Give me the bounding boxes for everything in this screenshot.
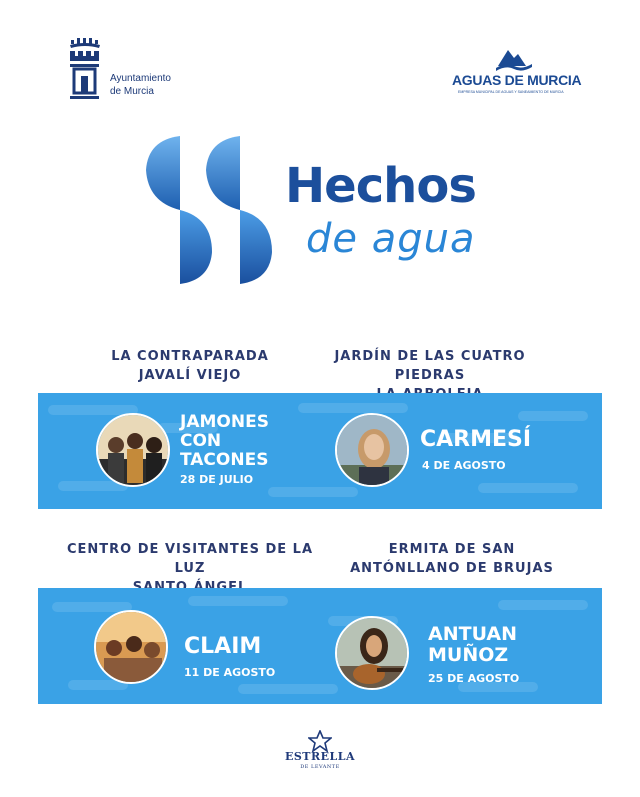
- act-name-line2: CON: [180, 431, 222, 451]
- star-icon: [308, 730, 332, 752]
- act-name-carmesi: CARMESÍ: [420, 427, 532, 452]
- act-date: 28 DE JULIO: [180, 473, 254, 486]
- act-name-line2: MUÑOZ: [428, 644, 509, 666]
- campaign-subtitle: de agua: [306, 216, 476, 262]
- venue-contraparada: [90, 347, 290, 385]
- venue-line2: ANTÓNLLANO DE BRUJAS: [350, 561, 554, 576]
- venue-line1: LA CONTRAPARADA: [111, 349, 269, 364]
- event-band-1: [38, 393, 602, 509]
- aguas-de-murcia-logo: [440, 44, 590, 104]
- act-name-line1: JAMONES: [180, 412, 269, 432]
- castle-icon: [66, 38, 106, 108]
- antuan-munoz-photo: [335, 616, 409, 690]
- venue-line2: JAVALÍ VIEJO: [138, 368, 242, 383]
- carmesi-photo: [335, 413, 409, 487]
- campaign-title: Hechos: [285, 158, 476, 214]
- act-date: 11 DE AGOSTO: [184, 666, 276, 679]
- ayuntamiento-logo: [66, 38, 206, 108]
- act-name-claim: CLAIM: [184, 634, 262, 659]
- event-band-2: [38, 588, 602, 704]
- ayuntamiento-line2: de Murcia: [110, 86, 154, 97]
- waves-icon: [440, 44, 590, 74]
- act-name-line1: ANTUAN: [428, 623, 518, 645]
- claim-photo: [94, 610, 168, 684]
- venue-ermita-san-anton: [340, 540, 564, 578]
- venue-line1: CENTRO DE VISITANTES DE LA LUZ: [66, 542, 314, 576]
- sponsor-name: ESTRELLA: [284, 750, 356, 763]
- venue-line1: ERMITA DE SAN: [388, 542, 516, 557]
- act-name-line3: TACONES: [180, 450, 269, 470]
- venue-line1: JARDÍN DE LAS CUATRO PIEDRAS: [334, 349, 526, 383]
- act-date: 25 DE AGOSTO: [428, 672, 520, 685]
- aguas-subtitle: EMPRESA MUNICIPAL DE AGUAS Y SANEAMIENTO DE MURCIA: [458, 90, 564, 94]
- aguas-title: AGUAS DE MURCIA: [452, 72, 582, 88]
- jamones-con-tacones-photo: [96, 413, 170, 487]
- hechos-de-agua-logo: [140, 130, 510, 295]
- ayuntamiento-line1: Ayuntamiento: [110, 73, 171, 84]
- sponsor-sub: DE LEVANTE: [300, 764, 340, 770]
- double-s-icon: [140, 130, 280, 295]
- act-date: 4 DE AGOSTO: [422, 459, 506, 472]
- estrella-de-levante-logo: [270, 730, 370, 780]
